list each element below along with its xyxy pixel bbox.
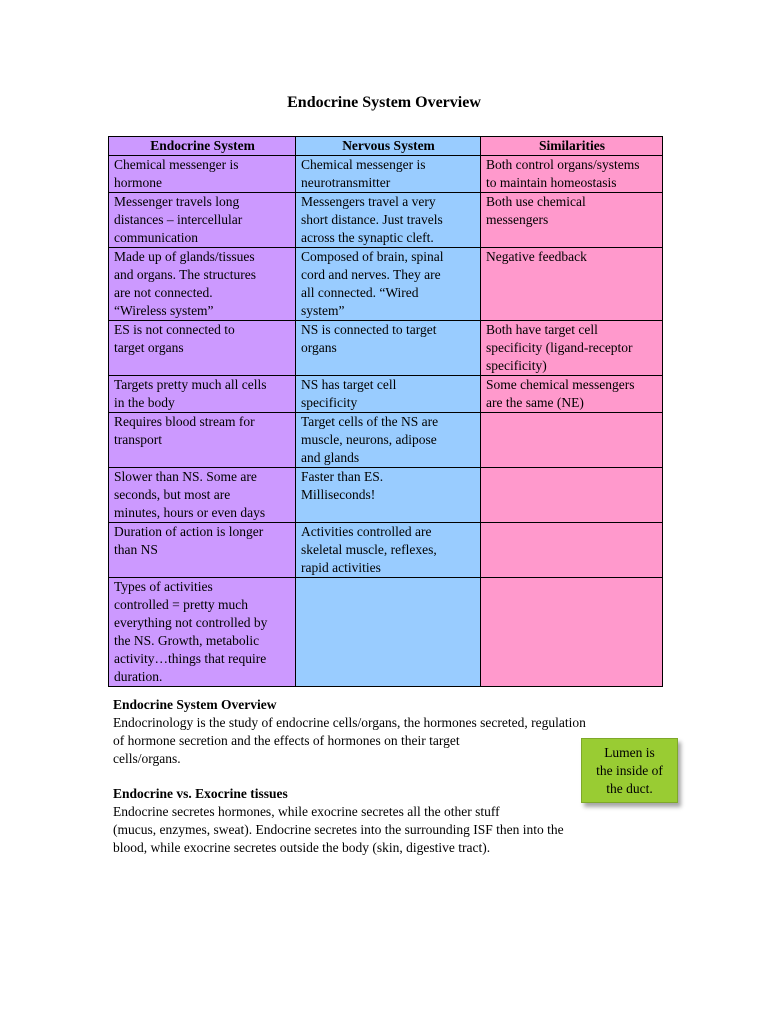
table-row [109,193,663,248]
cell-line: ES is not connected to [114,322,235,337]
cell-line: cord and nerves. They are [301,267,441,282]
cell-line: NS has target cell [301,377,397,392]
similarities-cell [481,248,663,321]
table-row [109,248,663,321]
nervous-cell [296,193,481,248]
table-body [109,156,663,687]
cell-line: Both have target cell [486,322,598,337]
similarities-cell [481,156,663,193]
cell-line: rapid activities [301,560,381,575]
paragraph-line: (mucus, enzymes, sweat). Endocrine secretes into the surrounding ISF then into the [113,822,564,837]
cell-line: Both use chemical [486,194,586,209]
cell-line: hormone [114,175,162,190]
section-heading-endocrine-vs-exocrine: Endocrine vs. Exocrine tissues [113,786,288,801]
page-title: Endocrine System Overview [287,94,481,111]
cell-line: Slower than NS. Some are [114,469,257,484]
cell-line: controlled = pretty much [114,597,248,612]
header-similarities: Similarities [481,137,663,156]
cell-line: the NS. Growth, metabolic [114,633,260,648]
endocrine-cell [109,193,296,248]
cell-line: Some chemical messengers [486,377,635,392]
section-heading-overview: Endocrine System Overview [113,697,277,712]
endocrine-cell [109,248,296,321]
sticky-note [581,738,678,803]
note-line: Lumen is [604,744,655,760]
paragraph-line: blood, while exocrine secretes outside the body (skin, digestive tract). [113,840,491,855]
cell-line: Messengers travel a very [301,194,436,209]
endocrine-cell [109,321,296,376]
nervous-cell [296,468,481,523]
cell-line: Made up of glands/tissues [114,249,255,264]
endocrine-cell [109,523,296,578]
cell-line: distances – intercellular [114,212,243,227]
similarities-cell [481,321,663,376]
cell-line: Both control organs/systems [486,157,640,172]
similarities-cell [481,193,663,248]
header-nervous-system: Nervous System [296,137,481,156]
cell-line: target organs [114,340,184,355]
cell-line: specificity [301,395,358,410]
cell-line: are not connected. [114,285,213,300]
note-line: the inside of [596,762,663,778]
nervous-cell [296,413,481,468]
nervous-cell [296,156,481,193]
table-row [109,523,663,578]
endocrine-cell [109,413,296,468]
cell-line: to maintain homeostasis [486,175,617,190]
similarities-cell [481,578,663,687]
cell-line: NS is connected to target [301,322,437,337]
similarities-cell [481,523,663,578]
cell-line: transport [114,432,162,447]
cell-line: Negative feedback [486,249,587,264]
paragraph-line: Endocrinology is the study of endocrine cells/organs, the hormones secreted, regulation [113,715,586,730]
cell-line: Chemical messenger is [301,157,426,172]
nervous-cell [296,376,481,413]
paragraph-overview [113,714,586,768]
table-row [109,578,663,687]
cell-line: Faster than ES. [301,469,384,484]
cell-line: than NS [114,542,158,557]
cell-line: Composed of brain, spinal [301,249,444,264]
cell-line: activity…things that require [114,651,267,666]
cell-line: communication [114,230,198,245]
endocrine-cell [109,376,296,413]
nervous-cell [296,523,481,578]
cell-line: “Wireless system” [114,303,214,318]
cell-line: and organs. The structures [114,267,256,282]
similarities-cell [481,376,663,413]
cell-line: Messenger travels long [114,194,240,209]
cell-line: duration. [114,669,163,684]
cell-line: in the body [114,395,175,410]
cell-line: minutes, hours or even days [114,505,266,520]
cell-line: and glands [301,450,360,465]
cell-line: Types of activities [114,579,213,594]
cell-line: specificity (ligand-receptor [486,340,633,355]
cell-line: Milliseconds! [301,487,376,502]
table-row [109,321,663,376]
header-endocrine-system: Endocrine System [109,137,296,156]
cell-line: skeletal muscle, reflexes, [301,542,437,557]
cell-line: neurotransmitter [301,175,391,190]
cell-line: Activities controlled are [301,524,432,539]
cell-line: short distance. Just travels [301,212,443,227]
cell-line: across the synaptic cleft. [301,230,434,245]
note-line: the duct. [606,780,653,796]
table-row [109,376,663,413]
table-row [109,468,663,523]
endocrine-cell [109,578,296,687]
cell-line: are the same (NE) [486,395,584,410]
cell-line: system” [301,303,345,318]
cell-line: muscle, neurons, adipose [301,432,437,447]
nervous-cell [296,248,481,321]
table-header-row [109,137,663,156]
nervous-cell [296,321,481,376]
nervous-cell [296,578,481,687]
cell-line: Duration of action is longer [114,524,264,539]
similarities-cell [481,413,663,468]
cell-line: specificity) [486,358,547,373]
paragraph-line: of hormone secretion and the effects of hormones on their target [113,733,460,748]
paragraph-line: cells/organs. [113,751,181,766]
table-row [109,413,663,468]
cell-line: Targets pretty much all cells [114,377,267,392]
cell-line: organs [301,340,337,355]
paragraph-line: Endocrine secretes hormones, while exocrine secretes all the other stuff [113,804,500,819]
cell-line: all connected. “Wired [301,285,419,300]
comparison-table [108,136,663,687]
similarities-cell [481,468,663,523]
endocrine-cell [109,156,296,193]
cell-line: everything not controlled by [114,615,268,630]
cell-line: messengers [486,212,549,227]
cell-line: Target cells of the NS are [301,414,439,429]
cell-line: Requires blood stream for [114,414,255,429]
cell-line: Chemical messenger is [114,157,239,172]
paragraph-endocrine-vs-exocrine [113,803,564,857]
table-row [109,156,663,193]
endocrine-cell [109,468,296,523]
cell-line: seconds, but most are [114,487,231,502]
